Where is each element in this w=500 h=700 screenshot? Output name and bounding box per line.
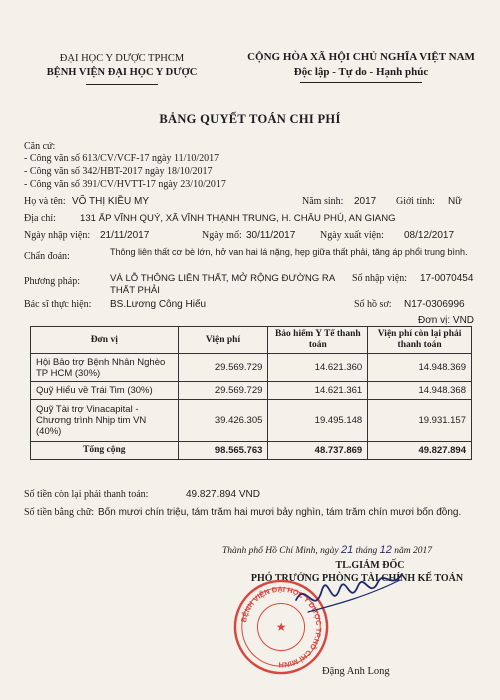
- doctor: BS.Lương Công Hiếu: [110, 299, 207, 310]
- sign-day: 21: [341, 544, 354, 556]
- surgery-date: 30/11/2017: [246, 230, 296, 241]
- header-insurance: Bảo hiểm Y Tế thanh toán: [268, 327, 368, 354]
- table-row: [31, 354, 472, 382]
- table-row: [31, 400, 472, 442]
- birth-year: 2017: [354, 196, 377, 207]
- table-row: [31, 382, 472, 400]
- row-fee: 29.569.729: [178, 382, 268, 400]
- address-label: Địa chỉ:: [24, 213, 56, 224]
- currency-unit: Đơn vị: VND: [418, 315, 475, 326]
- org-line-2: BỆNH VIỆN ĐẠI HỌC Y DƯỢC: [46, 67, 198, 78]
- svg-text:★: ★: [275, 620, 287, 634]
- basis-item-3: - Công văn số 391/CV/HVTT-17 ngày 23/10/2017: [24, 179, 226, 190]
- role-line-2: PHÓ TRƯỞNG PHÒNG TÀI CHÍNH KẾ TOÁN: [250, 573, 464, 584]
- address: 131 ẤP VĨNH QUÝ, XÃ VĨNH THẠNH TRUNG, H. CHÂU PHÚ, AN GIANG: [80, 213, 396, 224]
- doctor-label: Bác sĩ thực hiện:: [24, 299, 92, 310]
- sign-month: 12: [379, 544, 392, 556]
- row-unit: Quỹ Hiểu về Trái Tim (30%): [31, 382, 179, 400]
- handwritten-signature: [288, 560, 408, 630]
- record-no: N17-0306996: [404, 299, 465, 310]
- table-total-row: [31, 442, 472, 460]
- org-underline: [86, 84, 158, 85]
- admit-date: 21/11/2017: [100, 230, 150, 241]
- row-insurance: 14.621.360: [268, 354, 368, 382]
- admission-no-label: Số nhập viện:: [352, 273, 407, 284]
- gender-label: Giới tính:: [396, 196, 435, 207]
- total-insurance: 48.737.869: [268, 442, 368, 460]
- stamp-text: BỆNH VIỆN ĐẠI HỌC Y DƯỢC TP.HỒ CHÍ MINH: [239, 584, 324, 670]
- signer-name: Đặng Anh Long: [322, 666, 390, 677]
- row-remaining: 14.948.369: [368, 354, 472, 382]
- document-title: BẢNG QUYẾT TOÁN CHI PHÍ: [159, 112, 341, 126]
- row-remaining: 14.948.368: [368, 382, 472, 400]
- birth-label: Năm sinh:: [302, 196, 344, 207]
- method-label: Phương pháp:: [24, 276, 80, 287]
- discharge-label: Ngày xuất viện:: [320, 230, 384, 241]
- remaining-label: Số tiền còn lại phải thanh toán:: [24, 489, 149, 500]
- nation-header: [226, 50, 496, 80]
- header-fee: Viện phí: [178, 327, 268, 354]
- row-unit: Quỹ Tài trợ Vinacapital - Chương trình Nhịp tim VN (40%): [31, 400, 179, 442]
- role-line-1: TL.GIÁM ĐỐC: [335, 560, 405, 571]
- table-header-row: [31, 327, 472, 354]
- diagnosis-label: Chẩn đoán:: [24, 251, 70, 262]
- remaining-value: 49.827.894 VND: [186, 489, 260, 500]
- admission-no: 17-0070454: [420, 273, 474, 284]
- row-insurance: 19.495.148: [268, 400, 368, 442]
- basis-label: Căn cứ:: [24, 141, 56, 152]
- surgery-label: Ngày mổ:: [202, 230, 242, 241]
- cost-table: [30, 326, 472, 460]
- header-unit: Đơn vị: [31, 327, 179, 354]
- month-word: tháng: [355, 546, 378, 556]
- amount-in-words: Bốn mươi chín triệu, tám trăm hai mươi bảy nghìn, tám trăm chín mươi bốn đồng.: [98, 507, 462, 518]
- org-line-1: ĐẠI HỌC Y DƯỢC TPHCM: [59, 53, 185, 64]
- name-label: Họ và tên:: [24, 196, 66, 207]
- total-label: Tổng cộng: [31, 442, 179, 460]
- sign-year: 2017: [413, 546, 433, 556]
- header-remaining: Viện phí còn lại phải thanh toán: [368, 327, 472, 354]
- basis-item-1: - Công văn số 613/CV/VCF-17 ngày 11/10/2017: [24, 153, 220, 164]
- nation-line-1: CỘNG HÒA XÃ HỘI CHỦ NGHĨA VIỆT NAM: [247, 51, 475, 63]
- total-fee: 98.565.763: [178, 442, 268, 460]
- row-remaining: 19.931.157: [368, 400, 472, 442]
- nation-underline: [300, 82, 422, 83]
- row-insurance: 14.621.361: [268, 382, 368, 400]
- basis-item-2: - Công văn số 342/HBT-2017 ngày 18/10/2017: [24, 166, 213, 177]
- organization-header: [22, 52, 222, 80]
- admit-label: Ngày nhập viện:: [24, 230, 91, 241]
- words-label: Số tiền bằng chữ:: [24, 507, 95, 518]
- diagnosis: Thông liên thất cơ bè lớn, hở van hai lá nặng, hẹp giữa thất phải, tăng áp phổi trung bình.: [110, 247, 468, 257]
- row-unit: Hội Bảo trợ Bệnh Nhân Nghèo TP HCM (30%): [31, 354, 179, 382]
- row-fee: 29.569.729: [178, 354, 268, 382]
- gender: Nữ: [448, 196, 462, 207]
- record-no-label: Số hồ sơ:: [354, 299, 392, 310]
- row-fee: 39.426.305: [178, 400, 268, 442]
- year-word: năm: [394, 546, 411, 556]
- nation-line-2: Độc lập - Tự do - Hạnh phúc: [293, 66, 429, 78]
- patient-name: VÕ THỊ KIỀU MY: [72, 196, 150, 207]
- total-remaining: 49.827.894: [368, 442, 472, 460]
- place-date-prefix: Thành phố Hồ Chí Minh, ngày: [222, 546, 339, 556]
- discharge-date: 08/12/2017: [404, 230, 455, 241]
- method-line-1: VÁ LỖ THÔNG LIÊN THẤT, MỞ RỘNG ĐƯỜNG RA: [110, 273, 336, 284]
- place-date: [222, 544, 432, 556]
- method-line-2: THẤT PHẢI: [110, 285, 160, 296]
